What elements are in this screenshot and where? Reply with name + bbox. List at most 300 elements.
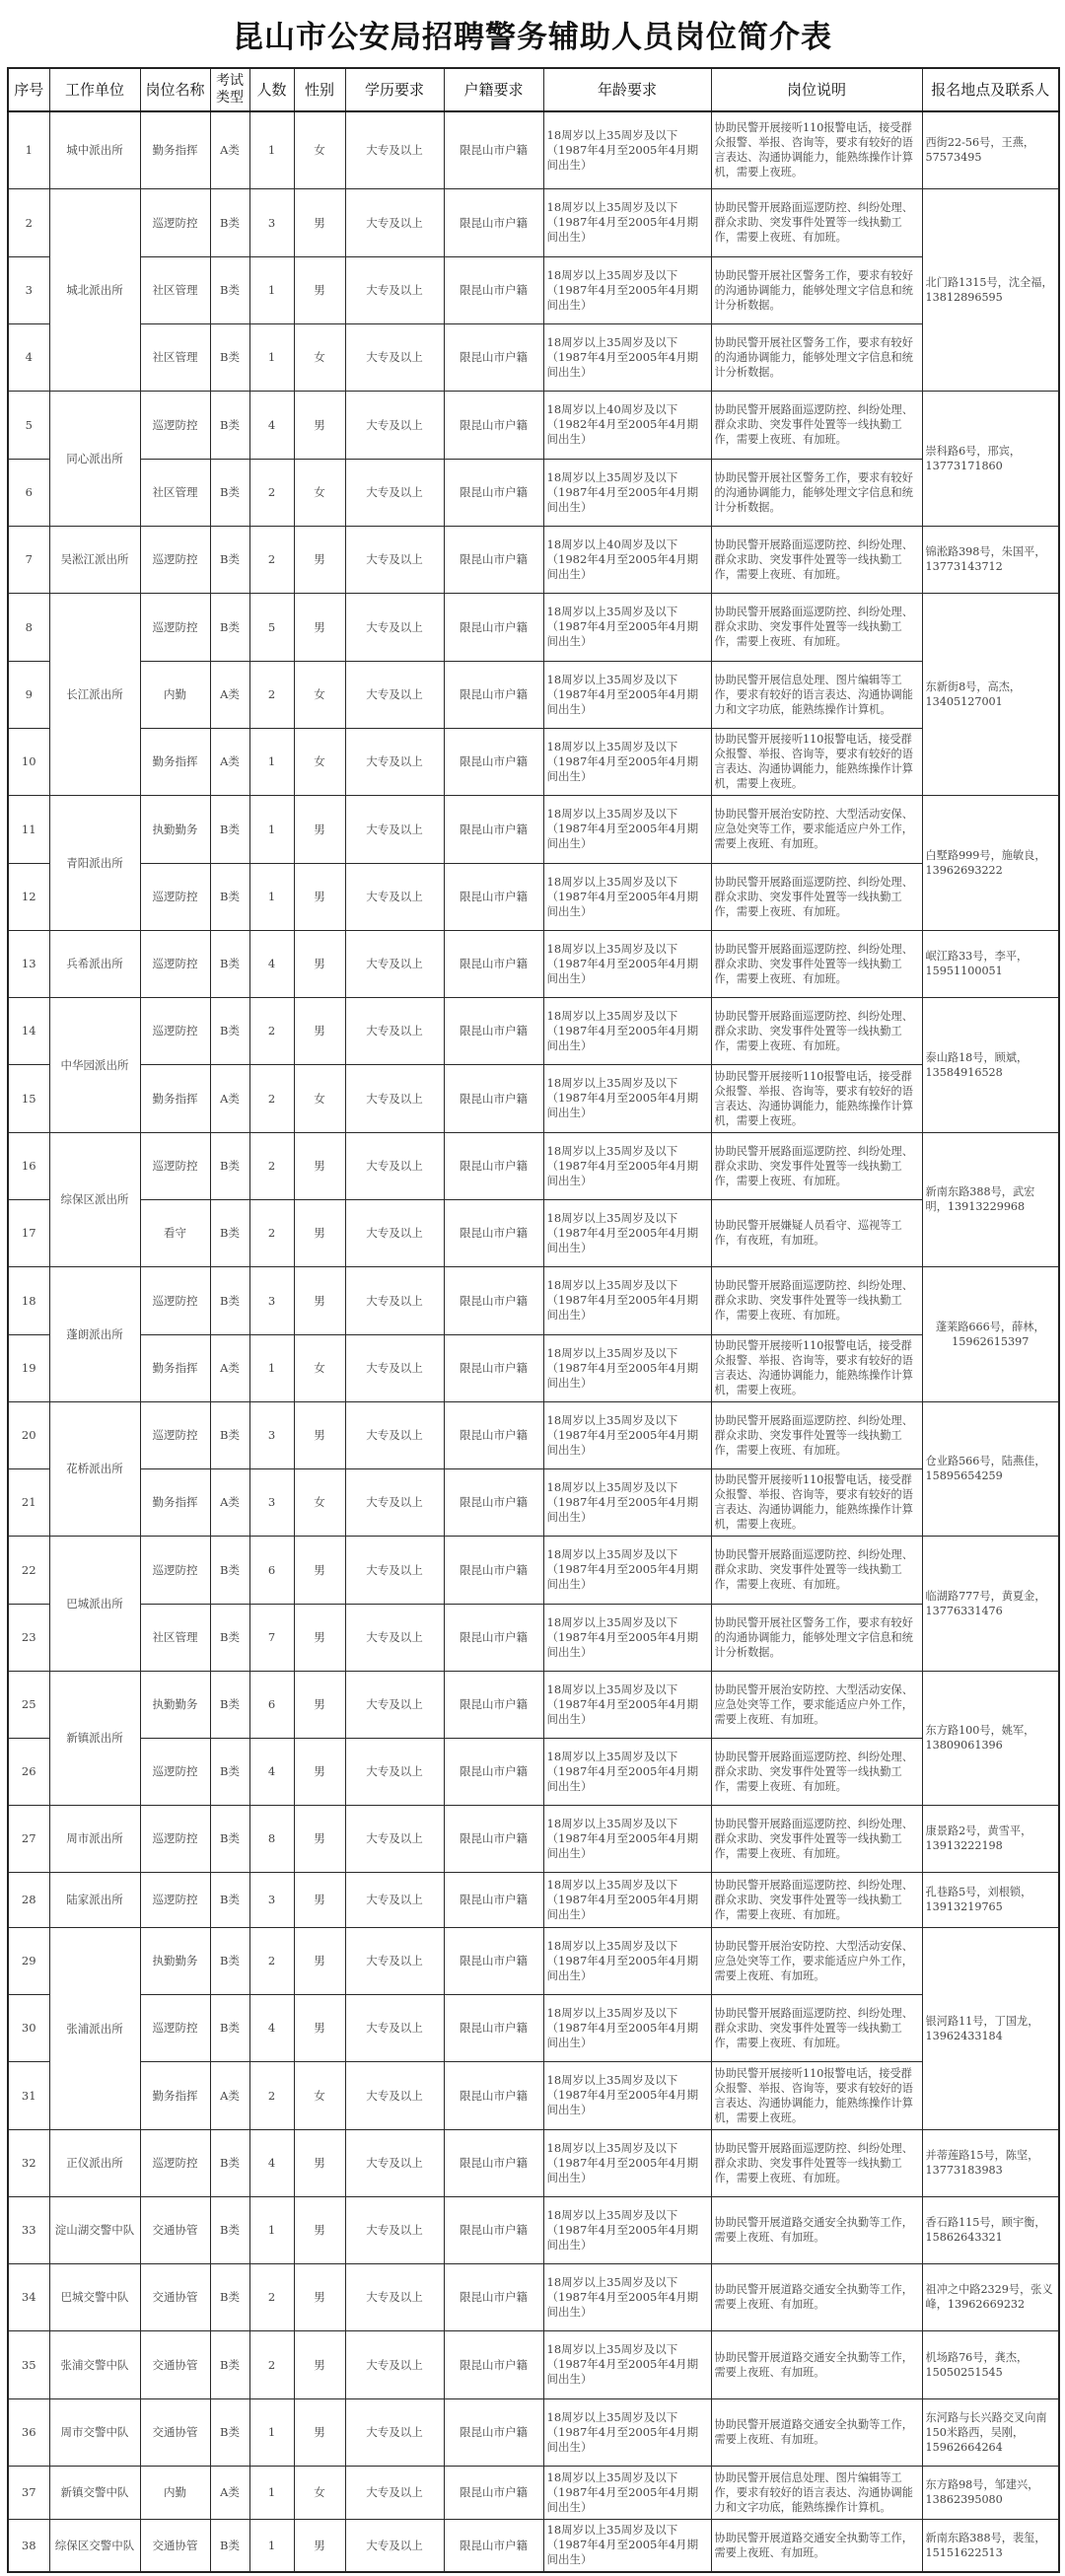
cell-unit: 城中派出所 [49, 111, 140, 188]
cell-exam-type: A类 [210, 1468, 249, 1536]
cell-post: 执勤勤务 [140, 1671, 210, 1738]
cell-sex: 男 [294, 526, 345, 593]
cell-age: 18周岁以上35周岁及以下（1987年4月至2005年4月期间出生） [543, 2519, 711, 2572]
cell-age: 18周岁以上35周岁及以下（1987年4月至2005年4月期间出生） [543, 2196, 711, 2263]
cell-post: 交通协管 [140, 2398, 210, 2466]
cell-description: 协助民警开展社区警务工作，要求有较好的沟通协调能力，能够处理文字信息和统计分析数据。 [711, 459, 922, 526]
cell-exam-type: B类 [210, 2330, 249, 2398]
cell-seq: 18 [8, 1266, 49, 1334]
cell-description: 协助民警开展道路交通安全执勤等工作，需要上夜班、有加班。 [711, 2196, 922, 2263]
cell-huji: 限昆山市户籍 [444, 323, 543, 391]
cell-huji: 限昆山市户籍 [444, 1334, 543, 1401]
cell-description: 协助民警开展路面巡逻防控、纠纷处理、群众求助、突发事件处置等一线执勤工作，需要上夜班、有加班。 [711, 1132, 922, 1199]
cell-education: 大专及以上 [345, 2263, 444, 2330]
cell-description: 协助民警开展信息处理、图片编辑等工作，要求有较好的语言表达、沟通协调能力和文字功底，能熟练操作计算机。 [711, 2466, 922, 2519]
cell-contact: 泰山路18号，顾斌，13584916528 [922, 997, 1059, 1132]
cell-description: 协助民警开展道路交通安全执勤等工作，需要上夜班、有加班。 [711, 2519, 922, 2572]
cell-contact: 新南东路388号，武宏明，13913229968 [922, 1132, 1059, 1266]
table-row [8, 1536, 1059, 1604]
table-row [8, 188, 1059, 256]
cell-sex: 男 [294, 2330, 345, 2398]
cell-contact: 白墅路999号，施敏良，13962693222 [922, 795, 1059, 930]
cell-unit: 城北派出所 [49, 188, 140, 391]
cell-count: 2 [249, 1132, 294, 1199]
cell-description: 协助民警开展信息处理、图片编辑等工作，要求有较好的语言表达、沟通协调能力和文字功底，能熟练操作计算机。 [711, 661, 922, 728]
cell-age: 18周岁以上35周岁及以下（1987年4月至2005年4月期间出生） [543, 1738, 711, 1805]
cell-sex: 男 [294, 2129, 345, 2196]
cell-education: 大专及以上 [345, 1805, 444, 1872]
table-row [8, 1266, 1059, 1334]
cell-huji: 限昆山市户籍 [444, 188, 543, 256]
cell-post: 执勤勤务 [140, 795, 210, 863]
cell-contact: 孔巷路5号，刘根锁，13913219765 [922, 1872, 1059, 1927]
cell-age: 18周岁以上35周岁及以下（1987年4月至2005年4月期间出生） [543, 593, 711, 661]
cell-count: 2 [249, 1199, 294, 1266]
cell-education: 大专及以上 [345, 256, 444, 323]
cell-exam-type: B类 [210, 1872, 249, 1927]
cell-post: 交通协管 [140, 2330, 210, 2398]
cell-contact: 临湖路777号，黄夏金，13776331476 [922, 1536, 1059, 1671]
cell-post: 勤务指挥 [140, 1334, 210, 1401]
cell-sex: 女 [294, 459, 345, 526]
cell-age: 18周岁以上35周岁及以下（1987年4月至2005年4月期间出生） [543, 1671, 711, 1738]
cell-huji: 限昆山市户籍 [444, 1132, 543, 1199]
cell-education: 大专及以上 [345, 1199, 444, 1266]
cell-unit: 周市派出所 [49, 1805, 140, 1872]
cell-count: 1 [249, 1334, 294, 1401]
cell-age: 18周岁以上40周岁及以下（1982年4月至2005年4月期间出生） [543, 391, 711, 459]
cell-description: 协助民警开展社区警务工作，要求有较好的沟通协调能力，能够处理文字信息和统计分析数据。 [711, 323, 922, 391]
cell-age: 18周岁以上35周岁及以下（1987年4月至2005年4月期间出生） [543, 795, 711, 863]
cell-age: 18周岁以上35周岁及以下（1987年4月至2005年4月期间出生） [543, 256, 711, 323]
cell-age: 18周岁以上35周岁及以下（1987年4月至2005年4月期间出生） [543, 2466, 711, 2519]
cell-count: 2 [249, 661, 294, 728]
cell-exam-type: A类 [210, 111, 249, 188]
cell-exam-type: B类 [210, 930, 249, 997]
cell-exam-type: B类 [210, 795, 249, 863]
cell-sex: 男 [294, 188, 345, 256]
cell-description: 协助民警开展路面巡逻防控、纠纷处理、群众求助、突发事件处置等一线执勤工作，需要上夜班、有加班。 [711, 997, 922, 1064]
cell-unit: 新镇派出所 [49, 1671, 140, 1805]
table-row [8, 661, 1059, 728]
cell-post: 社区管理 [140, 256, 210, 323]
cell-contact: 蓬莱路666号，薛林，15962615397 [922, 1266, 1059, 1401]
cell-exam-type: B类 [210, 593, 249, 661]
cell-education: 大专及以上 [345, 391, 444, 459]
cell-huji: 限昆山市户籍 [444, 1199, 543, 1266]
cell-contact: 机场路76号，龚杰，15050251545 [922, 2330, 1059, 2398]
cell-post: 巡逻防控 [140, 188, 210, 256]
cell-sex: 女 [294, 661, 345, 728]
cell-education: 大专及以上 [345, 1266, 444, 1334]
cell-unit: 兵希派出所 [49, 930, 140, 997]
cell-seq: 19 [8, 1334, 49, 1401]
cell-contact: 崇科路6号，邢宾，13773171860 [922, 391, 1059, 526]
cell-education: 大专及以上 [345, 526, 444, 593]
cell-age: 18周岁以上35周岁及以下（1987年4月至2005年4月期间出生） [543, 1334, 711, 1401]
cell-seq: 8 [8, 593, 49, 661]
cell-huji: 限昆山市户籍 [444, 863, 543, 930]
cell-seq: 13 [8, 930, 49, 997]
cell-count: 1 [249, 795, 294, 863]
cell-post: 巡逻防控 [140, 526, 210, 593]
cell-description: 协助民警开展路面巡逻防控、纠纷处理、群众求助、突发事件处置等一线执勤工作，需要上夜班、有加班。 [711, 1536, 922, 1604]
cell-age: 18周岁以上35周岁及以下（1987年4月至2005年4月期间出生） [543, 1994, 711, 2061]
cell-education: 大专及以上 [345, 1064, 444, 1132]
cell-description: 协助民警开展道路交通安全执勤等工作，需要上夜班、有加班。 [711, 2330, 922, 2398]
cell-count: 3 [249, 1401, 294, 1468]
header-sex: 性别 [294, 68, 345, 111]
cell-exam-type: B类 [210, 2398, 249, 2466]
cell-huji: 限昆山市户籍 [444, 1468, 543, 1536]
cell-contact: 东新街8号，高杰，13405127001 [922, 593, 1059, 795]
cell-huji: 限昆山市户籍 [444, 1401, 543, 1468]
cell-education: 大专及以上 [345, 1132, 444, 1199]
cell-sex: 男 [294, 1805, 345, 1872]
cell-huji: 限昆山市户籍 [444, 2061, 543, 2129]
cell-education: 大专及以上 [345, 661, 444, 728]
cell-post: 巡逻防控 [140, 1805, 210, 1872]
cell-seq: 25 [8, 1671, 49, 1738]
cell-seq: 4 [8, 323, 49, 391]
cell-seq: 11 [8, 795, 49, 863]
cell-seq: 20 [8, 1401, 49, 1468]
cell-contact: 锦淞路398号，朱国平，13773143712 [922, 526, 1059, 593]
table-row [8, 1401, 1059, 1468]
cell-count: 6 [249, 1671, 294, 1738]
cell-post: 看守 [140, 1199, 210, 1266]
header-post: 岗位名称 [140, 68, 210, 111]
cell-age: 18周岁以上35周岁及以下（1987年4月至2005年4月期间出生） [543, 2263, 711, 2330]
cell-count: 1 [249, 323, 294, 391]
cell-post: 巡逻防控 [140, 1536, 210, 1604]
cell-exam-type: B类 [210, 863, 249, 930]
cell-post: 勤务指挥 [140, 1064, 210, 1132]
cell-huji: 限昆山市户籍 [444, 795, 543, 863]
cell-contact: 祖冲之中路2329号，张义峰，13962669232 [922, 2263, 1059, 2330]
table-row [8, 2061, 1059, 2129]
cell-seq: 5 [8, 391, 49, 459]
cell-description: 协助民警开展道路交通安全执勤等工作，需要上夜班、有加班。 [711, 2398, 922, 2466]
cell-age: 18周岁以上35周岁及以下（1987年4月至2005年4月期间出生） [543, 2129, 711, 2196]
cell-education: 大专及以上 [345, 2519, 444, 2572]
cell-huji: 限昆山市户籍 [444, 459, 543, 526]
cell-huji: 限昆山市户籍 [444, 1805, 543, 1872]
cell-count: 2 [249, 1064, 294, 1132]
table-row [8, 323, 1059, 391]
cell-contact: 银河路11号，丁国龙，13962433184 [922, 1927, 1059, 2129]
cell-sex: 男 [294, 1738, 345, 1805]
cell-description: 协助民警开展嫌疑人员看守、巡视等工作，有夜班，有加班。 [711, 1199, 922, 1266]
cell-huji: 限昆山市户籍 [444, 2466, 543, 2519]
cell-count: 1 [249, 256, 294, 323]
cell-education: 大专及以上 [345, 1994, 444, 2061]
cell-education: 大专及以上 [345, 728, 444, 795]
cell-description: 协助民警开展治安防控、大型活动安保、应急处突等工作，要求能适应户外工作，需要上夜班、有加班。 [711, 795, 922, 863]
cell-huji: 限昆山市户籍 [444, 593, 543, 661]
table-row [8, 863, 1059, 930]
cell-seq: 33 [8, 2196, 49, 2263]
cell-description: 协助民警开展接听110报警电话，接受群众报警、举报、咨询等，要求有较好的语言表达、沟通协调能力，能熟练操作计算机，需要上夜班。 [711, 1064, 922, 1132]
cell-exam-type: B类 [210, 1994, 249, 2061]
table-row [8, 1334, 1059, 1401]
cell-education: 大专及以上 [345, 111, 444, 188]
cell-count: 4 [249, 1994, 294, 2061]
cell-huji: 限昆山市户籍 [444, 728, 543, 795]
cell-description: 协助民警开展社区警务工作，要求有较好的沟通协调能力，能够处理文字信息和统计分析数据。 [711, 256, 922, 323]
cell-count: 3 [249, 1468, 294, 1536]
cell-unit: 正仪派出所 [49, 2129, 140, 2196]
cell-exam-type: B类 [210, 526, 249, 593]
cell-seq: 22 [8, 1536, 49, 1604]
cell-age: 18周岁以上35周岁及以下（1987年4月至2005年4月期间出生） [543, 459, 711, 526]
cell-description: 协助民警开展接听110报警电话，接受群众报警、举报、咨询等，要求有较好的语言表达、沟通协调能力，能熟练操作计算机，需要上夜班。 [711, 2061, 922, 2129]
cell-count: 1 [249, 2466, 294, 2519]
cell-unit: 同心派出所 [49, 391, 140, 526]
table-row [8, 256, 1059, 323]
cell-count: 1 [249, 728, 294, 795]
cell-seq: 2 [8, 188, 49, 256]
cell-count: 2 [249, 526, 294, 593]
cell-education: 大专及以上 [345, 2330, 444, 2398]
cell-huji: 限昆山市户籍 [444, 526, 543, 593]
cell-education: 大专及以上 [345, 997, 444, 1064]
cell-education: 大专及以上 [345, 1604, 444, 1671]
table-row [8, 1927, 1059, 1994]
cell-sex: 女 [294, 2466, 345, 2519]
cell-education: 大专及以上 [345, 930, 444, 997]
cell-count: 2 [249, 2330, 294, 2398]
cell-post: 内勤 [140, 661, 210, 728]
table-row [8, 728, 1059, 795]
cell-unit: 中华园派出所 [49, 997, 140, 1132]
cell-description: 协助民警开展治安防控、大型活动安保、应急处突等工作，要求能适应户外工作，需要上夜班、有加班。 [711, 1671, 922, 1738]
cell-seq: 3 [8, 256, 49, 323]
cell-exam-type: B类 [210, 1199, 249, 1266]
cell-huji: 限昆山市户籍 [444, 661, 543, 728]
cell-education: 大专及以上 [345, 2398, 444, 2466]
cell-exam-type: B类 [210, 1805, 249, 1872]
cell-education: 大专及以上 [345, 1927, 444, 1994]
cell-post: 勤务指挥 [140, 2061, 210, 2129]
cell-huji: 限昆山市户籍 [444, 1536, 543, 1604]
table-row [8, 930, 1059, 997]
cell-description: 协助民警开展接听110报警电话，接受群众报警、举报、咨询等，要求有较好的语言表达、沟通协调能力，能熟练操作计算机，需要上夜班。 [711, 728, 922, 795]
cell-unit: 淀山湖交警中队 [49, 2196, 140, 2263]
cell-post: 巡逻防控 [140, 593, 210, 661]
table-row [8, 1738, 1059, 1805]
cell-education: 大专及以上 [345, 2129, 444, 2196]
cell-post: 交通协管 [140, 2519, 210, 2572]
cell-age: 18周岁以上35周岁及以下（1987年4月至2005年4月期间出生） [543, 2330, 711, 2398]
cell-seq: 35 [8, 2330, 49, 2398]
cell-seq: 29 [8, 1927, 49, 1994]
cell-seq: 1 [8, 111, 49, 188]
cell-sex: 男 [294, 2196, 345, 2263]
table-row [8, 997, 1059, 1064]
cell-description: 协助民警开展路面巡逻防控、纠纷处理、群众求助、突发事件处置等一线执勤工作，需要上夜班、有加班。 [711, 188, 922, 256]
cell-description: 协助民警开展路面巡逻防控、纠纷处理、群众求助、突发事件处置等一线执勤工作，需要上夜班、有加班。 [711, 1266, 922, 1334]
cell-unit: 综保区交警中队 [49, 2519, 140, 2572]
cell-seq: 9 [8, 661, 49, 728]
table-row [8, 2129, 1059, 2196]
header-age: 年龄要求 [543, 68, 711, 111]
cell-exam-type: B类 [210, 1401, 249, 1468]
cell-count: 8 [249, 1805, 294, 1872]
table-row [8, 1671, 1059, 1738]
cell-seq: 37 [8, 2466, 49, 2519]
cell-seq: 31 [8, 2061, 49, 2129]
cell-contact: 岷江路33号，李平，15951100051 [922, 930, 1059, 997]
table-row [8, 1994, 1059, 2061]
cell-education: 大专及以上 [345, 188, 444, 256]
cell-sex: 男 [294, 997, 345, 1064]
cell-post: 勤务指挥 [140, 728, 210, 795]
cell-seq: 6 [8, 459, 49, 526]
cell-exam-type: B类 [210, 2196, 249, 2263]
cell-age: 18周岁以上35周岁及以下（1987年4月至2005年4月期间出生） [543, 1132, 711, 1199]
cell-count: 2 [249, 2061, 294, 2129]
cell-sex: 男 [294, 1132, 345, 1199]
cell-count: 1 [249, 2196, 294, 2263]
cell-description: 协助民警开展路面巡逻防控、纠纷处理、群众求助、突发事件处置等一线执勤工作，需要上夜班、有加班。 [711, 2129, 922, 2196]
cell-seq: 28 [8, 1872, 49, 1927]
cell-huji: 限昆山市户籍 [444, 2330, 543, 2398]
cell-exam-type: B类 [210, 2263, 249, 2330]
cell-sex: 男 [294, 795, 345, 863]
cell-sex: 女 [294, 111, 345, 188]
cell-exam-type: B类 [210, 391, 249, 459]
cell-seq: 21 [8, 1468, 49, 1536]
cell-seq: 26 [8, 1738, 49, 1805]
table-row [8, 1468, 1059, 1536]
cell-education: 大专及以上 [345, 863, 444, 930]
cell-exam-type: B类 [210, 323, 249, 391]
header-education: 学历要求 [345, 68, 444, 111]
cell-count: 3 [249, 1872, 294, 1927]
table-header-row [8, 68, 1059, 111]
cell-post: 交通协管 [140, 2263, 210, 2330]
cell-count: 2 [249, 997, 294, 1064]
cell-post: 执勤勤务 [140, 1927, 210, 1994]
cell-seq: 12 [8, 863, 49, 930]
header-seq: 序号 [8, 68, 49, 111]
cell-contact: 东方路98号，邹建兴，13862395080 [922, 2466, 1059, 2519]
cell-unit: 长江派出所 [49, 593, 140, 795]
cell-description: 协助民警开展路面巡逻防控、纠纷处理、群众求助、突发事件处置等一线执勤工作，需要上夜班、有加班。 [711, 1738, 922, 1805]
table-row [8, 1805, 1059, 1872]
cell-huji: 限昆山市户籍 [444, 930, 543, 997]
cell-unit: 张浦交警中队 [49, 2330, 140, 2398]
cell-huji: 限昆山市户籍 [444, 1266, 543, 1334]
cell-sex: 男 [294, 256, 345, 323]
cell-contact: 香石路115号，顾宇衡，15862643321 [922, 2196, 1059, 2263]
cell-post: 社区管理 [140, 459, 210, 526]
cell-seq: 17 [8, 1199, 49, 1266]
cell-age: 18周岁以上35周岁及以下（1987年4月至2005年4月期间出生） [543, 2061, 711, 2129]
table-row [8, 2398, 1059, 2466]
cell-education: 大专及以上 [345, 1401, 444, 1468]
cell-huji: 限昆山市户籍 [444, 1604, 543, 1671]
cell-age: 18周岁以上35周岁及以下（1987年4月至2005年4月期间出生） [543, 863, 711, 930]
cell-sex: 男 [294, 593, 345, 661]
cell-count: 3 [249, 1266, 294, 1334]
cell-description: 协助民警开展路面巡逻防控、纠纷处理、群众求助、突发事件处置等一线执勤工作，需要上夜班、有加班。 [711, 863, 922, 930]
cell-huji: 限昆山市户籍 [444, 2398, 543, 2466]
cell-sex: 男 [294, 930, 345, 997]
cell-seq: 16 [8, 1132, 49, 1199]
cell-age: 18周岁以上35周岁及以下（1987年4月至2005年4月期间出生） [543, 2398, 711, 2466]
cell-post: 巡逻防控 [140, 1401, 210, 1468]
cell-unit: 巴城派出所 [49, 1536, 140, 1671]
header-contact: 报名地点及联系人 [922, 68, 1059, 111]
cell-count: 1 [249, 111, 294, 188]
cell-post: 巡逻防控 [140, 1266, 210, 1334]
cell-description: 协助民警开展路面巡逻防控、纠纷处理、群众求助、突发事件处置等一线执勤工作，需要上夜班、有加班。 [711, 593, 922, 661]
cell-contact: 东方路100号，姚军，13809061396 [922, 1671, 1059, 1805]
cell-count: 1 [249, 2398, 294, 2466]
cell-age: 18周岁以上35周岁及以下（1987年4月至2005年4月期间出生） [543, 111, 711, 188]
cell-exam-type: B类 [210, 1927, 249, 1994]
cell-age: 18周岁以上35周岁及以下（1987年4月至2005年4月期间出生） [543, 1604, 711, 1671]
cell-count: 3 [249, 188, 294, 256]
cell-seq: 32 [8, 2129, 49, 2196]
table-row [8, 2196, 1059, 2263]
cell-education: 大专及以上 [345, 2466, 444, 2519]
cell-exam-type: B类 [210, 1132, 249, 1199]
cell-age: 18周岁以上35周岁及以下（1987年4月至2005年4月期间出生） [543, 1468, 711, 1536]
cell-exam-type: A类 [210, 1334, 249, 1401]
cell-unit: 蓬朗派出所 [49, 1266, 140, 1401]
cell-sex: 男 [294, 863, 345, 930]
cell-contact: 新南东路388号，裴玺，15151622513 [922, 2519, 1059, 2572]
cell-sex: 男 [294, 1872, 345, 1927]
cell-age: 18周岁以上35周岁及以下（1987年4月至2005年4月期间出生） [543, 997, 711, 1064]
cell-sex: 男 [294, 1266, 345, 1334]
cell-age: 18周岁以上35周岁及以下（1987年4月至2005年4月期间出生） [543, 661, 711, 728]
cell-contact: 康景路2号，黄雪平，13913222198 [922, 1805, 1059, 1872]
cell-description: 协助民警开展路面巡逻防控、纠纷处理、群众求助、突发事件处置等一线执勤工作，需要上夜班、有加班。 [711, 1872, 922, 1927]
cell-huji: 限昆山市户籍 [444, 1064, 543, 1132]
cell-age: 18周岁以上35周岁及以下（1987年4月至2005年4月期间出生） [543, 1401, 711, 1468]
cell-exam-type: B类 [210, 256, 249, 323]
cell-unit: 吴淞江派出所 [49, 526, 140, 593]
table-row [8, 1872, 1059, 1927]
cell-count: 6 [249, 1536, 294, 1604]
cell-contact: 仓业路566号，陆燕佳，15895654259 [922, 1401, 1059, 1536]
cell-unit: 张浦派出所 [49, 1927, 140, 2129]
cell-seq: 38 [8, 2519, 49, 2572]
cell-description: 协助民警开展社区警务工作，要求有较好的沟通协调能力，能够处理文字信息和统计分析数据。 [711, 1604, 922, 1671]
cell-exam-type: A类 [210, 661, 249, 728]
cell-description: 协助民警开展路面巡逻防控、纠纷处理、群众求助、突发事件处置等一线执勤工作，需要上夜班、有加班。 [711, 930, 922, 997]
header-huji: 户籍要求 [444, 68, 543, 111]
cell-post: 巡逻防控 [140, 863, 210, 930]
cell-education: 大专及以上 [345, 323, 444, 391]
cell-education: 大专及以上 [345, 1671, 444, 1738]
cell-sex: 男 [294, 1199, 345, 1266]
cell-description: 协助民警开展接听110报警电话，接受群众报警、举报、咨询等，要求有较好的语言表达、沟通协调能力，能熟练操作计算机，需要上夜班。 [711, 1468, 922, 1536]
table-row [8, 1604, 1059, 1671]
cell-huji: 限昆山市户籍 [444, 111, 543, 188]
cell-exam-type: A类 [210, 2466, 249, 2519]
cell-sex: 男 [294, 1994, 345, 2061]
cell-exam-type: B类 [210, 188, 249, 256]
cell-description: 协助民警开展道路交通安全执勤等工作，需要上夜班、有加班。 [711, 2263, 922, 2330]
cell-contact: 东河路与长兴路交叉向南150米路西，吴刚，15962664264 [922, 2398, 1059, 2466]
table-row [8, 2330, 1059, 2398]
cell-sex: 女 [294, 323, 345, 391]
